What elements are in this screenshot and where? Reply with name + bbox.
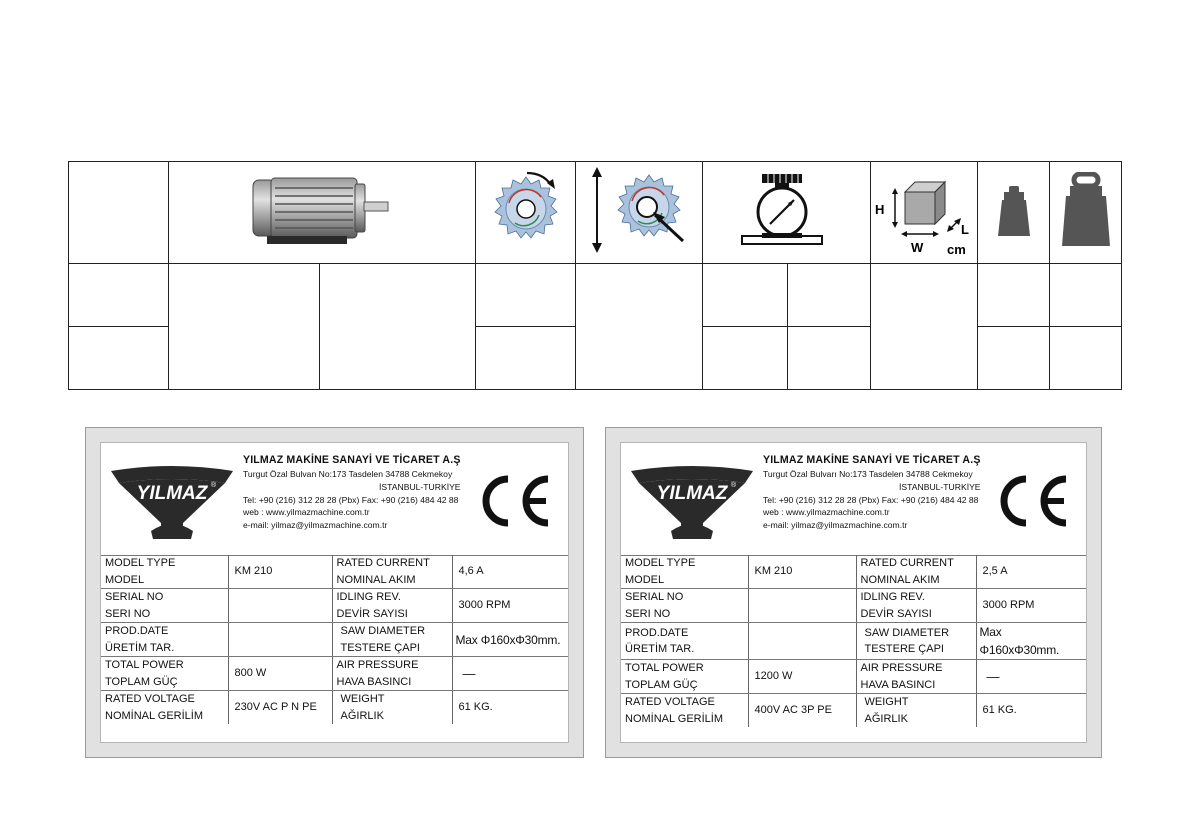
large-weight-icon xyxy=(1060,172,1112,248)
header-empty-cell xyxy=(69,162,169,264)
table-row xyxy=(621,694,1086,728)
dimensions-cell xyxy=(871,162,978,264)
pressure-cell-b1 xyxy=(788,264,871,327)
label-cell: TOTAL POWER TOPLAM GÜÇ xyxy=(101,657,228,691)
label-cell: TOTAL POWER TOPLAM GÜÇ xyxy=(621,660,748,694)
company-email: e-mail: yilmaz@yilmazmachine.com.tr xyxy=(243,519,388,530)
label-cell: AIR PRESSURE HAVA BASINCI xyxy=(332,657,452,691)
nameplate-inner xyxy=(620,442,1087,743)
table-row xyxy=(621,623,1086,660)
logo-text: YILMAZ xyxy=(656,483,728,504)
svg-text:®: ® xyxy=(731,482,737,489)
dimensions-value-cell xyxy=(871,264,978,390)
label-cell: MODEL TYPE MODEL xyxy=(621,555,748,589)
saw-blade-diameter-icon xyxy=(579,165,699,255)
label-cell: MODEL TYPE MODEL xyxy=(101,555,228,589)
label-cell: AIR PRESSURE HAVA BASINCI xyxy=(856,660,976,694)
model-value: KM 210 xyxy=(748,555,856,589)
pressure-cell-b2 xyxy=(788,327,871,390)
company-name: YILMAZ MAKİNE SANAYİ VE TİCARET A.Ş xyxy=(763,454,981,466)
company-info xyxy=(243,453,461,531)
voltage-cell xyxy=(320,264,476,390)
company-name: YILMAZ MAKİNE SANAYİ VE TİCARET A.Ş xyxy=(243,454,461,466)
label-cell: PROD.DATE ÜRETİM TAR. xyxy=(621,623,748,660)
model-label-cell-1 xyxy=(69,264,169,327)
logo-text: YILMAZ xyxy=(136,483,208,504)
current-value: 2,5 A xyxy=(976,555,1086,589)
length-label: L xyxy=(961,222,969,237)
weight-value: 61 KG. xyxy=(982,704,1017,717)
label-cell: RATED CURRENT NOMINAL AKIM xyxy=(332,555,452,589)
model-label-cell-2 xyxy=(69,327,169,390)
nameplate-three-phase xyxy=(605,427,1102,758)
table-row xyxy=(621,660,1086,694)
gross-weight-value-2 xyxy=(1050,327,1122,390)
table-row xyxy=(101,623,568,657)
company-address: Turgut Özal Bulvarı No:173 Tasdelen 34788 Cekmekoy xyxy=(763,469,973,480)
air-pressure-value: — xyxy=(976,660,1086,694)
nameplate-single-phase xyxy=(85,427,584,758)
rpm-value: 3000 RPM xyxy=(452,589,568,623)
company-web: web : www.yilmazmachine.com.tr xyxy=(763,507,890,518)
spec-table xyxy=(68,161,1122,390)
label-cell: IDLING REV. DEVİR SAYISI xyxy=(856,589,976,623)
company-web: web : www.yilmazmachine.com.tr xyxy=(243,507,370,518)
power-value: 800 W xyxy=(228,657,332,691)
pressure-cell-a1 xyxy=(703,264,788,327)
net-weight-cell xyxy=(978,162,1050,264)
saw-diameter-value: Max Φ160xΦ30mm. xyxy=(976,623,1086,660)
pressure-cell-a2 xyxy=(703,327,788,390)
motor-cell xyxy=(169,162,476,264)
model-value: KM 210 xyxy=(228,555,332,589)
yilmaz-logo xyxy=(627,463,757,541)
company-city: İSTANBUL-TURKİYE xyxy=(899,482,981,492)
label-cell: RATED CURRENT NOMINAL AKIM xyxy=(856,555,976,589)
motor-icon xyxy=(247,170,397,250)
net-weight-value-1 xyxy=(978,264,1050,327)
saw-diameter-cell xyxy=(576,162,703,264)
rpm-cell-2 xyxy=(476,327,576,390)
ce-mark-icon xyxy=(990,473,1070,529)
voltage-value: 230V AC P N PE xyxy=(228,691,332,725)
weight-value: 61 KG. xyxy=(458,701,493,714)
label-cell: SERIAL NO SERI NO xyxy=(101,589,228,623)
label-cell: WEIGHT AĞIRLIK xyxy=(332,691,452,725)
gross-weight-value-1 xyxy=(1050,264,1122,327)
serial-value xyxy=(228,589,332,623)
svg-text:®: ® xyxy=(211,482,217,489)
air-pressure-value: — xyxy=(452,657,568,691)
serial-value xyxy=(748,589,856,623)
table-row xyxy=(101,657,568,691)
rpm-cell-1 xyxy=(476,264,576,327)
label-cell: RATED VOLTAGE NOMİNAL GERİLİM xyxy=(621,694,748,728)
company-email: e-mail: yilmaz@yilmazmachine.com.tr xyxy=(763,519,908,530)
company-phone: Tel: +90 (216) 312 28 28 (Pbx) Fax: +90 (216) 484 42 88 xyxy=(243,494,459,505)
net-weight-value-2 xyxy=(978,327,1050,390)
pressure-gauge-icon xyxy=(732,170,842,250)
voltage-value: 400V AC 3P PE xyxy=(748,694,856,728)
company-city: İSTANBUL-TURKİYE xyxy=(379,482,461,492)
power-value: 1200 W xyxy=(748,660,856,694)
width-label: W xyxy=(911,240,924,255)
rpm-value: 3000 RPM xyxy=(976,589,1086,623)
table-row xyxy=(101,555,568,589)
nameplate-spec-grid xyxy=(621,555,1086,727)
nameplate-inner xyxy=(100,442,569,743)
table-row xyxy=(101,691,568,725)
nameplate-header xyxy=(621,443,1086,556)
saw-rotation-cell xyxy=(476,162,576,264)
prod-date-value xyxy=(228,623,332,657)
small-weight-icon xyxy=(994,180,1034,240)
air-pressure-cell xyxy=(703,162,871,264)
diameter-cell xyxy=(576,264,703,390)
height-label: H xyxy=(875,202,885,217)
label-cell: SAW DIAMETER TESTERE ÇAPI xyxy=(332,623,452,657)
label-cell: WEIGHT AĞIRLIK xyxy=(856,694,976,728)
label-cell: IDLING REV. DEVİR SAYISI xyxy=(332,589,452,623)
table-row xyxy=(621,555,1086,589)
ce-mark-icon xyxy=(472,473,552,529)
company-address: Turgut Özal Bulvan No:173 Tasdelen 34788 Cekmekoy xyxy=(243,469,453,480)
company-info xyxy=(763,453,981,531)
table-row xyxy=(101,589,568,623)
nameplate-spec-grid xyxy=(101,555,568,724)
nameplate-header xyxy=(101,443,568,556)
company-phone: Tel: +90 (216) 312 28 28 (Pbx) Fax: +90 (216) 484 42 88 xyxy=(763,494,979,505)
prod-date-value xyxy=(748,623,856,660)
label-cell: RATED VOLTAGE NOMİNAL GERİLİM xyxy=(101,691,228,725)
saw-blade-rotation-icon xyxy=(481,165,571,255)
yilmaz-logo xyxy=(107,463,237,541)
gross-weight-cell xyxy=(1050,162,1122,264)
saw-diameter-value: Max Φ160xΦ30mm. xyxy=(452,623,568,657)
power-cell xyxy=(169,264,320,390)
box-dimensions-icon xyxy=(871,162,977,258)
current-value: 4,6 A xyxy=(452,555,568,589)
label-cell: SERIAL NO SERI NO xyxy=(621,589,748,623)
unit-label: cm xyxy=(947,242,966,257)
label-cell: PROD.DATE ÜRETİM TAR. xyxy=(101,623,228,657)
table-row xyxy=(621,589,1086,623)
label-cell: SAW DIAMETER TESTERE ÇAPI xyxy=(856,623,976,660)
